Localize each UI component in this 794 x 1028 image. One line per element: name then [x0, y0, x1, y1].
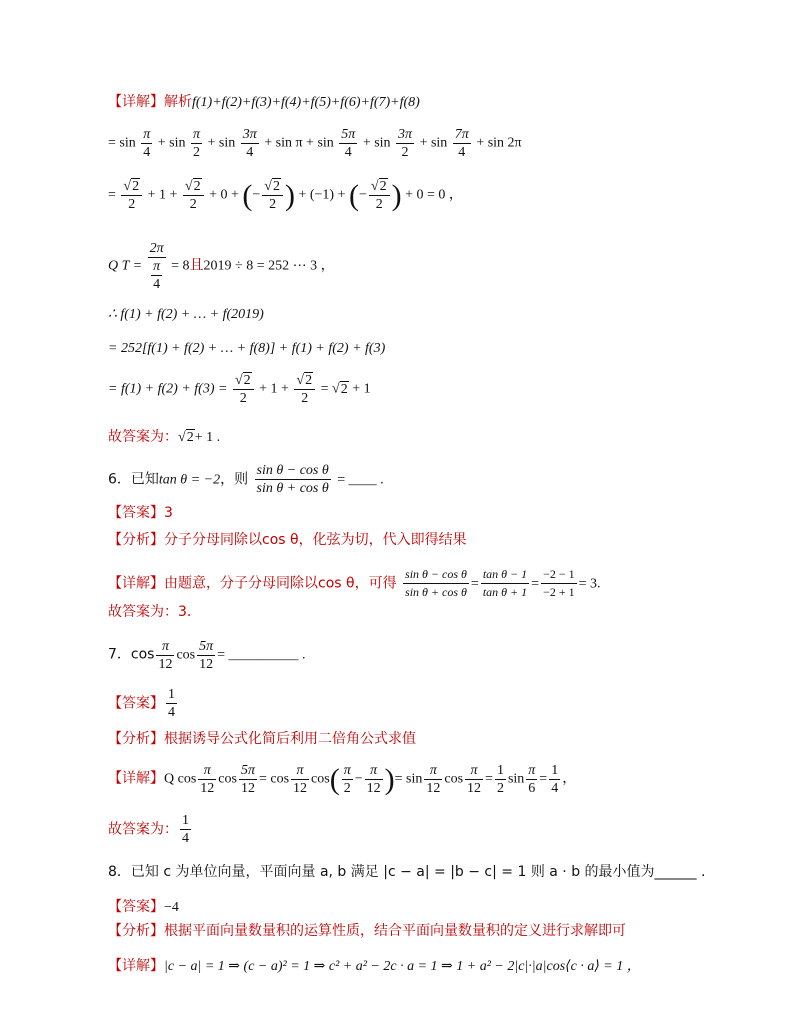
frac-pi-12: $\frac{\pi}{12}$: [200, 763, 215, 796]
frac-1-4: $\frac{1}{4}$: [551, 763, 559, 796]
q5-conclusion: 故答案为：√2+ 1 .: [108, 429, 221, 445]
answer-tag: 【答案】: [108, 505, 164, 521]
frac-7pi-4: $\frac{7\pi}{4}$: [454, 127, 469, 160]
term: + 1: [352, 381, 371, 397]
q7-number: 7．cos: [108, 646, 155, 663]
frac-sqrt2-2: $\frac{√2}{2}$: [369, 178, 390, 213]
q6-frac-1: $\frac{\text{sin θ − cos θ}}{\text{sin θ + cos θ}}$: [405, 567, 467, 599]
answer-fraction: $\frac{1}{4}$: [168, 687, 175, 720]
analysis-tag: 【分析】: [108, 532, 164, 548]
answer-tag: 【答案】: [108, 695, 164, 712]
detail-text: 由题意，分子分母同除以cos θ，可得: [164, 575, 397, 592]
term: + sin: [207, 135, 236, 151]
period-rhs: = 8: [171, 258, 190, 274]
q5-group-line: = 252[f(1) + f(2) + … + f(8)] + f(1) + f(2) + f(3): [108, 341, 386, 356]
term: + (−1) +: [298, 187, 346, 203]
q6-then: ，则: [220, 471, 249, 488]
frac-sqrt2-2: $\frac{√2}{2}$: [262, 178, 283, 213]
q6-frac-3: $\frac{-2 - 1}{-2 + 1}$: [543, 567, 575, 599]
q6-analysis: [108, 530, 467, 550]
sqrt-symbol: √: [332, 381, 340, 397]
frac-3pi-2: $\frac{3\pi}{2}$: [398, 127, 413, 160]
q8-stem: 8．已知 c 为单位向量，平面向量 a, b 满足 |c − a| = |b − c| = 1 则 a · b 的最小值为______ .: [108, 864, 706, 880]
frac-1-2: $\frac{1}{2}$: [496, 763, 504, 796]
term: + sin 2π: [476, 135, 522, 151]
q7-blank: = __________ .: [217, 647, 306, 663]
detail-tag: 【详解】: [108, 94, 164, 110]
detail-text: |c − a| = 1 ⇒ (c − a)² = 1 ⇒ c² + a² − 2c · a = 1 ⇒ 1 + a² − 2|c|·|a|cos⟨c · a⟩ = 1 ，: [164, 959, 641, 974]
term: = sin: [108, 135, 136, 151]
period-division: 2019 ÷ 8 = 252 ⋯ 3 ，: [203, 258, 335, 274]
analysis-tag: 【分析】: [108, 731, 164, 747]
q7-answer: [108, 686, 179, 721]
q6-detail: 【详解】由题意，分子分母同除以cos θ，可得 $\frac{\text{sin θ − cos θ}}{\text{sin θ + cos θ}}$ = $\frac{\text{tan θ − 1}}{\text{tan θ + 1}}$ = $\frac{-2 - 1}{-2 + 1}$ = 3.: [108, 567, 601, 599]
q5-detail-line: [108, 92, 420, 113]
detail-tag: 【详解】: [108, 575, 164, 592]
analysis-tag: 【分析】: [108, 923, 164, 939]
frac-pi-2: $\frac{\pi}{2}$: [343, 763, 351, 796]
detail-tag: 【详解】: [108, 958, 164, 974]
frac-2pi-over-pi4: $\frac{2\pi}{\frac{\pi}{4}}$: [149, 241, 164, 292]
frac-pi-12: $\frac{\pi}{12}$: [467, 763, 482, 796]
frac-3pi-4: $\frac{3\pi}{4}$: [242, 127, 257, 160]
term: = f(1) + f(2) + f(3) =: [108, 381, 228, 397]
q8-answer: [108, 897, 179, 918]
term: + 1 +: [147, 187, 178, 203]
q6-answer: [108, 503, 173, 523]
q7-detail: 【详解】Q cos $\frac{\pi}{12}$ cos $\frac{5\pi}{12}$ = cos $\frac{\pi}{12}$ cos( $\frac{\pi}{2}$ − $\frac{\pi}{12}$ )= sin $\frac{\pi}{12}$ cos $\frac{\pi}{12}$ = $\frac{1}{2}$ sin $\frac{\pi}{6}$ = $\frac{1}{4}$ ，: [108, 762, 577, 796]
term: cos: [218, 771, 237, 787]
term: Q cos: [164, 771, 197, 787]
frac-sqrt2-2: $\frac{√2}{2}$: [183, 178, 204, 213]
conclusion-fraction: $\frac{1}{4}$: [182, 813, 189, 846]
detail-tag: 【详解】: [108, 770, 164, 787]
term: + 0 +: [209, 187, 239, 203]
conclusion-value: + 1 .: [194, 430, 221, 445]
frac-pi-12: $\frac{\pi}{12}$: [366, 763, 381, 796]
q6-conclusion: 故答案为：3.: [108, 604, 192, 620]
q5-values-line: = $\frac{√2}{2}$ + 1 + $\frac{√2}{2}$ + 0 + (− $\frac{√2}{2}$ ) + (−1) + (− $\frac{√2}{2}$ ) + 0 = 0 ，: [108, 178, 463, 212]
frac-sqrt2-2: $\frac{√2}{2}$: [121, 178, 142, 213]
analysis-text: 根据诱导公式化简后利用二倍角公式求值: [164, 731, 416, 747]
detail-intro: 解析: [164, 94, 192, 110]
term: cos: [176, 647, 196, 663]
q6-blank: = ____ .: [337, 472, 384, 488]
term: + 0 = 0 ，: [405, 187, 463, 203]
term: cos: [444, 771, 464, 787]
term: sin: [507, 771, 525, 787]
term: + sin: [157, 135, 186, 151]
frac-pi-4: $\frac{\pi}{4}$: [143, 127, 151, 160]
q7-stem: [108, 638, 306, 673]
frac-pi-2: $\frac{\pi}{2}$: [192, 127, 200, 160]
q5-therefore-line: ∴ f(1) + f(2) + … + f(2019): [108, 307, 264, 322]
q6-frac-2: $\frac{\text{tan θ − 1}}{\text{tan θ + 1}}$: [482, 567, 528, 599]
frac-5pi-12: $\frac{5\pi}{12}$: [240, 763, 255, 796]
q7-conclusion: [108, 812, 193, 847]
conclusion-label: 故答案为：: [108, 821, 178, 838]
q5-period-line: [108, 240, 335, 293]
q5-sine-sum-line: [108, 126, 522, 161]
term: = cos: [258, 771, 290, 787]
answer-tag: 【答案】: [108, 899, 164, 915]
term: + sin: [419, 135, 448, 151]
conclusion-label: 故答案为：: [108, 429, 178, 445]
frac-pi-12: $\frac{\pi}{12}$: [293, 763, 308, 796]
q6-fraction: $\frac{\text{sin θ − cos θ}}{\text{sin θ + cos θ}}$: [256, 463, 329, 496]
term: cos: [311, 771, 330, 787]
analysis-text: 分子分母同除以cos θ，化弦为切，代入即得结果: [164, 532, 467, 548]
frac-pi-6: $\frac{\pi}{6}$: [528, 763, 536, 796]
detail-result: = 3.: [578, 576, 601, 592]
frac-pi-12: $\frac{\pi}{12}$: [158, 639, 173, 672]
radicand: 2: [340, 381, 348, 397]
q6-given: tan θ = −2: [158, 472, 221, 488]
q6-stem: [108, 462, 384, 497]
answer-value: 3: [164, 505, 173, 521]
q8-analysis: [108, 921, 626, 941]
term: =: [320, 381, 329, 397]
q8-detail: [108, 956, 641, 977]
q7-analysis: [108, 729, 416, 749]
frac-5pi-12: $\frac{5\pi}{12}$: [199, 639, 214, 672]
term: + sin: [362, 135, 391, 151]
frac-pi-12: $\frac{\pi}{12}$: [426, 763, 441, 796]
frac-sqrt2-2: $\frac{√2}{2}$: [233, 372, 254, 407]
period-and: 且: [189, 257, 204, 274]
term: + 1 +: [259, 381, 289, 397]
analysis-text: 根据平面向量数量积的运算性质，结合平面向量数量积的定义进行求解即可: [164, 923, 626, 939]
q6-number: 6．已知: [108, 471, 159, 488]
f-sum-expression: f(1)+f(2)+f(3)+f(4)+f(5)+f(6)+f(7)+f(8): [192, 95, 420, 110]
term: ，: [562, 771, 577, 787]
term: = sin: [394, 771, 423, 787]
answer-value: −4: [164, 900, 179, 915]
q5-final-line: [108, 372, 371, 407]
frac-sqrt2-2: $\frac{√2}{2}$: [294, 372, 315, 407]
period-lhs: Q T =: [108, 258, 143, 274]
frac-5pi-4: $\frac{5\pi}{4}$: [341, 127, 356, 160]
term: + sin π + sin: [264, 135, 334, 151]
